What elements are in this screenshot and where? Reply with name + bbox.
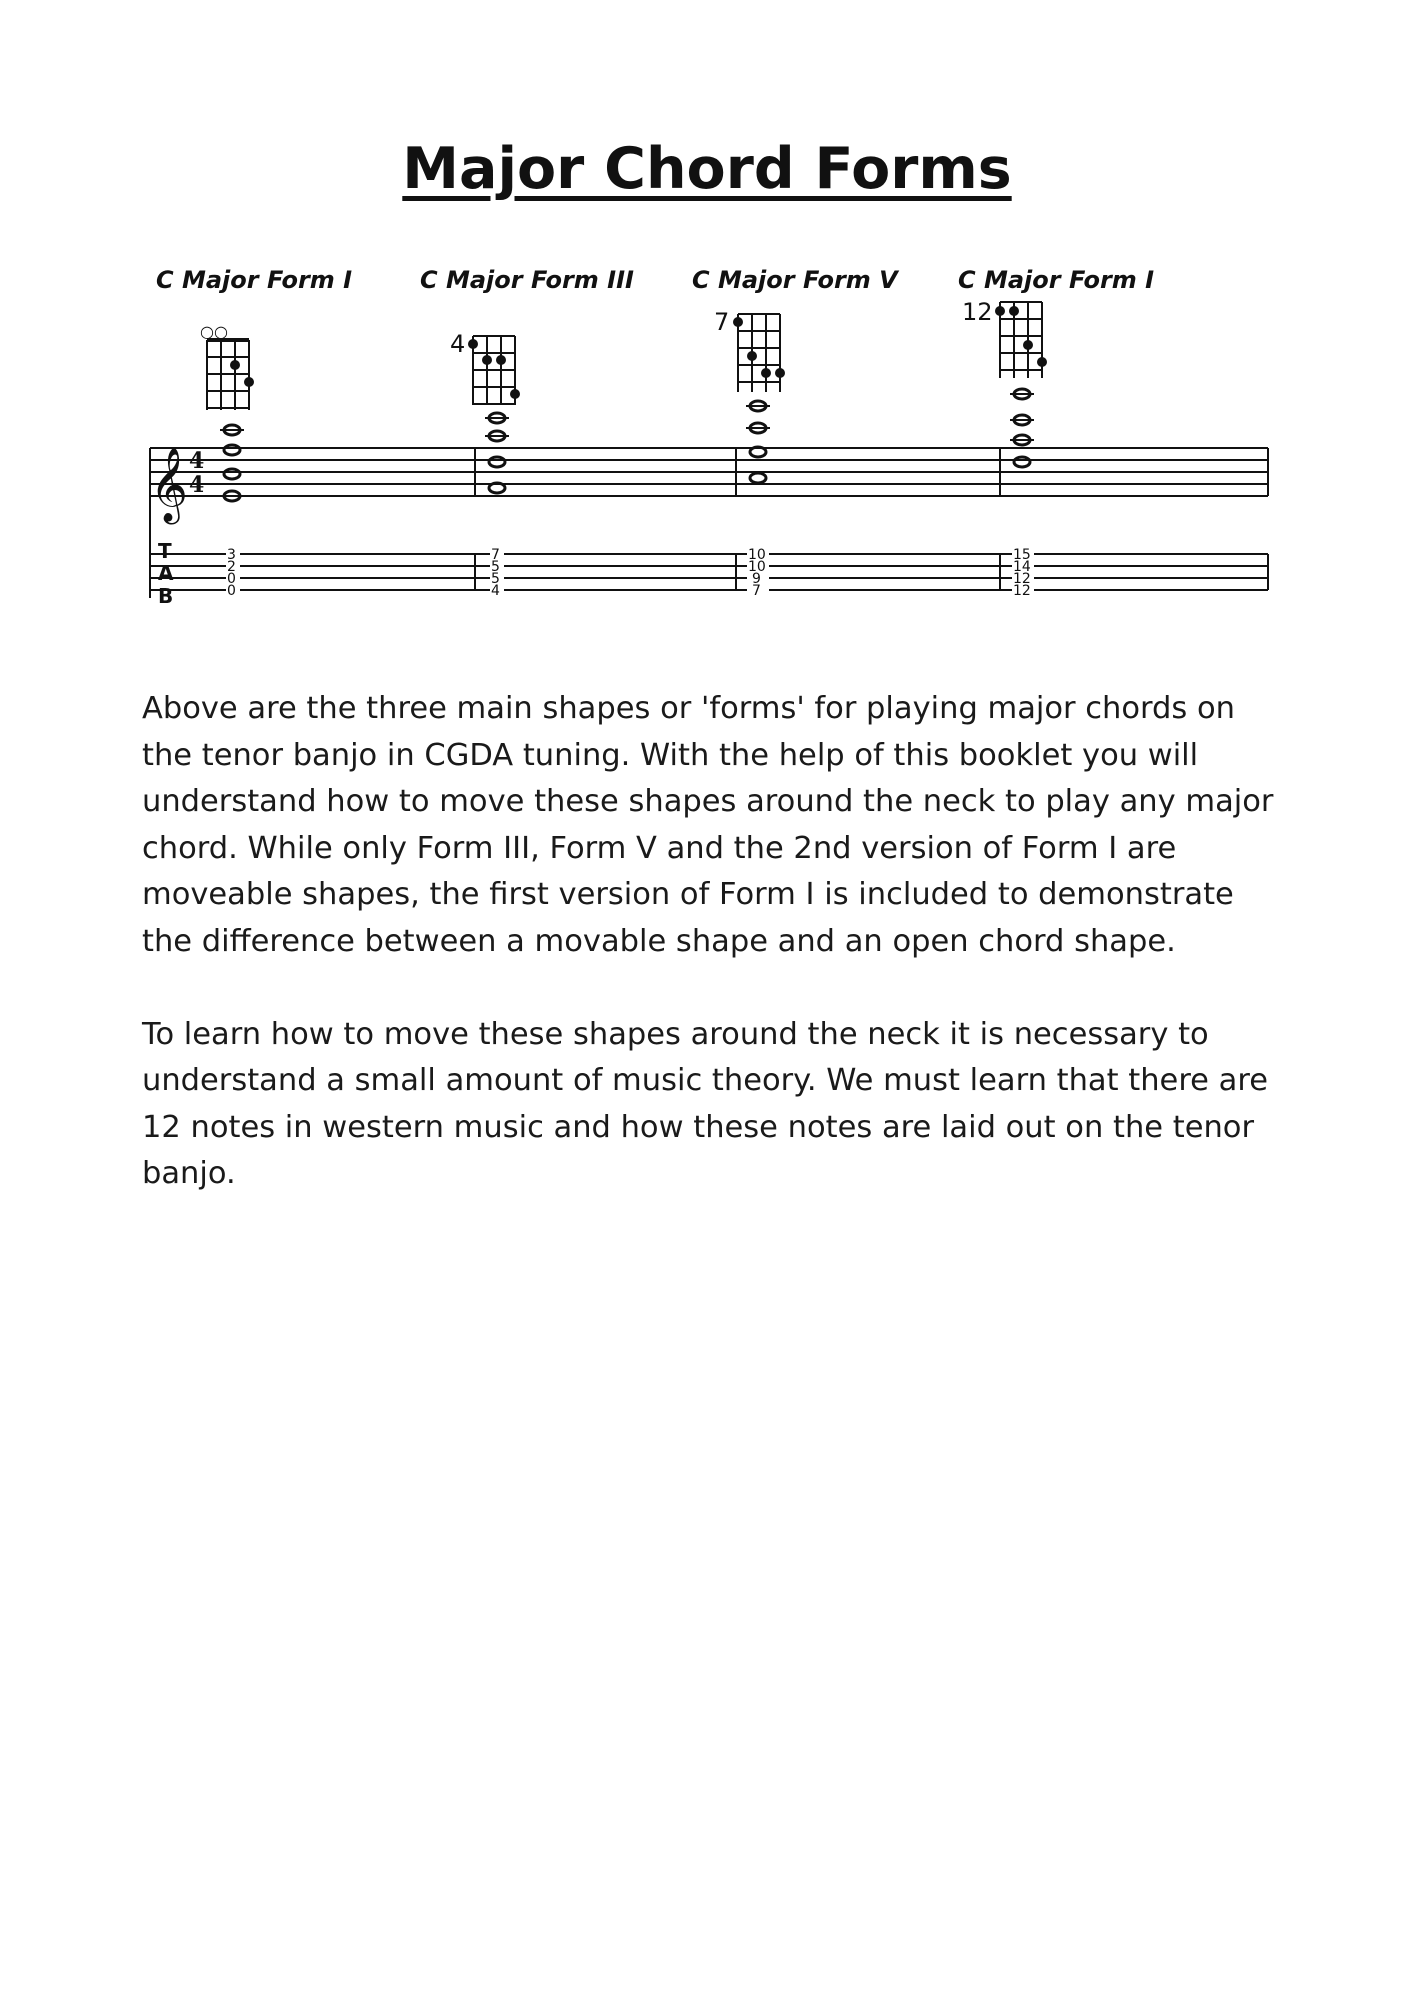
tab-number: 3	[227, 547, 236, 563]
chord-diagram-1	[207, 340, 254, 410]
paragraph-2: To learn how to move these shapes around the neck it is necessary to understand a small amount of music theory. We must learn that there are 12 notes in western music and how these notes are laid out on the tenor banjo.	[142, 1016, 1268, 1191]
page-title: Major Chord Forms	[402, 136, 1012, 202]
tab-number: 0	[227, 571, 236, 587]
tab-number: 12	[1013, 571, 1031, 587]
tab-number: 12	[1013, 583, 1031, 599]
tab-number: 10	[748, 547, 766, 563]
finger-dot	[733, 317, 743, 327]
tab-number: 5	[491, 571, 500, 587]
finger-dot	[995, 306, 1005, 316]
finger-dot	[230, 360, 240, 370]
time-signature-top: 4	[189, 448, 205, 474]
chord-diagram-4	[995, 302, 1047, 378]
chord-name-4: C Major Form I	[958, 266, 1155, 294]
finger-dot	[761, 368, 771, 378]
tab-number: 7	[491, 547, 500, 563]
tab-number: 0	[227, 583, 236, 599]
music-staff	[150, 448, 1268, 598]
paragraph-1: Above are the three main shapes or 'forms' for playing major chords on the tenor banjo in CGDA tuning. With the help of this booklet you will understand how to move these shapes around the neck to play any major chord. While only Form III, Form V and the 2nd version of Form I are moveable shapes, the first version of Form I is included to demonstrate the difference between a movable shape and an open chord shape.	[142, 691, 1274, 959]
tab-number: 9	[752, 571, 761, 587]
treble-clef: 𝄞	[150, 448, 188, 522]
chord-name-2: C Major Form III	[420, 266, 634, 294]
finger-dot	[1023, 340, 1033, 350]
open-string-marks: ○○	[200, 322, 228, 341]
chord-notation-figure	[0, 0, 1414, 640]
time-signature-bottom: 4	[189, 472, 205, 498]
chord-diagram-3	[733, 314, 785, 392]
body-text	[142, 686, 1282, 1244]
tab-number: 5	[491, 559, 500, 575]
tab-number: 14	[1013, 559, 1031, 575]
finger-dot	[747, 351, 757, 361]
fret-position-label-4: 12	[962, 298, 993, 326]
finger-dot	[482, 355, 492, 365]
tab-letter-a: A	[158, 561, 174, 585]
tab-letter-t: T	[158, 539, 172, 563]
tab-number: 4	[491, 583, 500, 599]
fret-position-label-2: 4	[450, 330, 466, 358]
finger-dot	[775, 368, 785, 378]
chord-name-3: C Major Form V	[692, 266, 898, 294]
finger-dot	[496, 355, 506, 365]
tab-number: 7	[752, 583, 761, 599]
finger-dot	[244, 377, 254, 387]
tab-letter-b: B	[158, 584, 174, 608]
tab-number: 10	[748, 559, 766, 575]
tab-staff	[150, 554, 1268, 590]
finger-dot	[468, 339, 478, 349]
chord-diagram-2	[468, 336, 520, 405]
tab-number: 2	[227, 559, 236, 575]
tab-number: 15	[1013, 547, 1031, 563]
finger-dot	[510, 389, 520, 399]
finger-dot	[1037, 357, 1047, 367]
fret-position-label-3: 7	[714, 308, 730, 336]
finger-dot	[1009, 306, 1019, 316]
chord-name-1: C Major Form I	[156, 266, 353, 294]
